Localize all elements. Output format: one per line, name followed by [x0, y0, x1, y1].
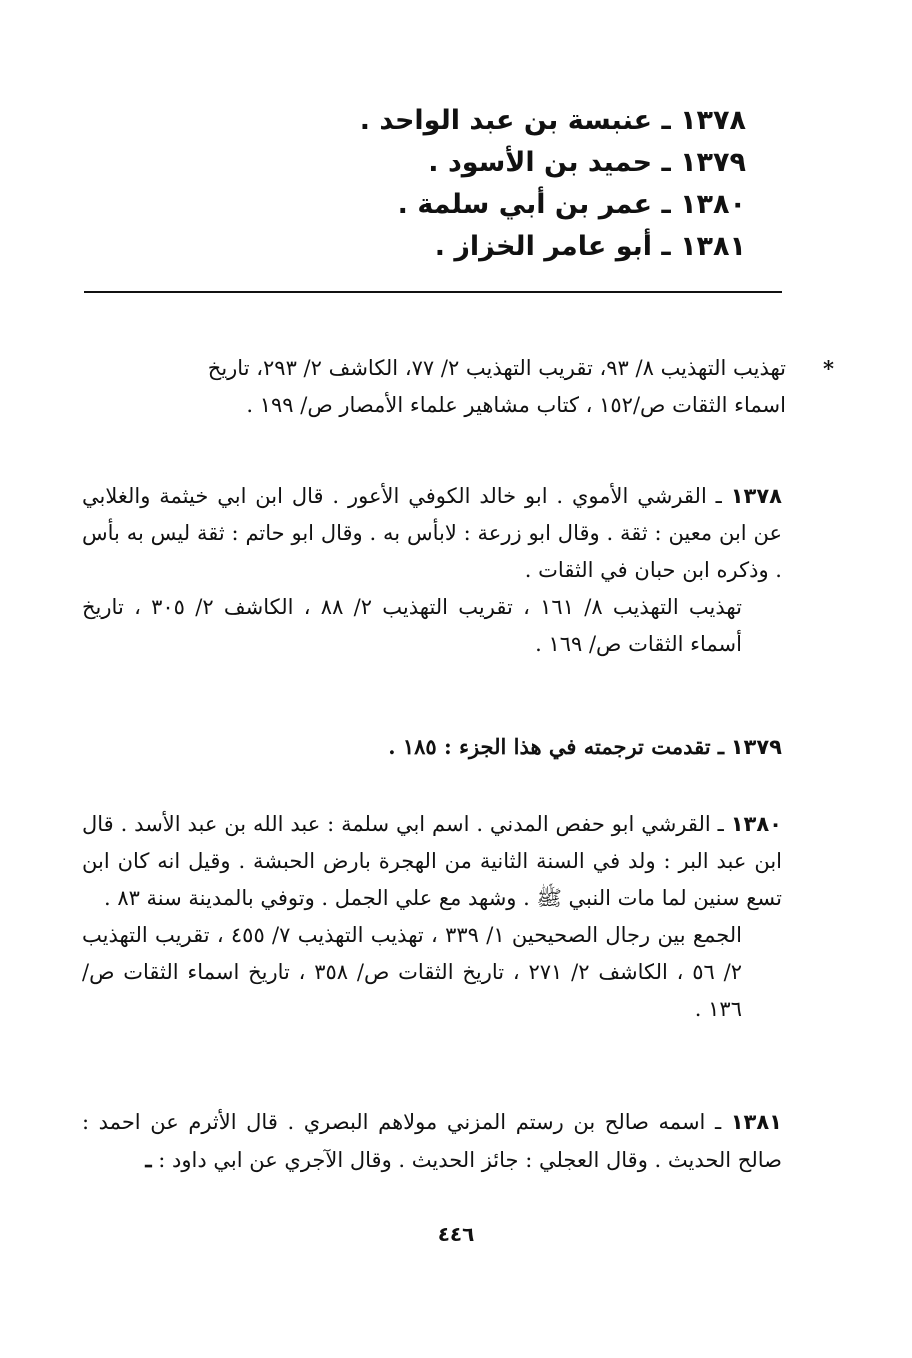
- note-1381-number: ١٣٨١: [730, 1110, 782, 1134]
- note-1380-body: ـ القرشي ابو حفص المدني . اسم ابي سلمة : عبد الله بن عبد الأسد . قال ابن عبد البر : ولد في السنة الثانية من الهجرة بارض الحبشة . وقيل انه كان ابن تسع سنين لما مات النبي ﷺ . وشهد مع علي الجمل . وتوفي بالمدينة سنة ٨٣ .: [82, 812, 782, 910]
- note-1378-sources: تهذيب التهذيب ٨/ ١٦١ ، تقريب التهذيب ٢/ ٨٨ ، الكاشف ٢/ ٣٠٥ ، تاريخ أسماء الثقات ص/ ١٦٩ .: [82, 595, 742, 656]
- note-1378: [82, 478, 782, 663]
- star-marker: *: [823, 356, 834, 381]
- note-1381-trail: ـ: [145, 1147, 152, 1172]
- note-1380-sources: الجمع بين رجال الصحيحين ١/ ٣٣٩ ، تهذيب التهذيب ٧/ ٤٥٥ ، تقريب التهذيب ٢/ ٥٦ ، الكاشف ٢/ ٢٧١ ، تاريخ الثقات ص/ ٣٥٨ ، تاريخ اسماء الثقات ص/ ١٣٦ .: [82, 923, 743, 1021]
- entry-headings: [186, 100, 746, 268]
- note-1381-body: ـ اسمه صالح بن رستم المزني مولاهم البصري . قال الأثرم عن احمد : صالح الحديث . وقال العجلي : جائز الحديث . وقال الآجري عن ابي داود :: [82, 1110, 782, 1172]
- heading-1380: ١٣٨٠ ـ عمر بن أبي سلمة .: [397, 189, 746, 220]
- footnote-star: [86, 350, 834, 424]
- note-1378-number: ١٣٧٨: [730, 484, 782, 508]
- heading-1381: ١٣٨١ ـ أبو عامر الخزاز .: [434, 231, 746, 262]
- footnote-star-text-1: تهذيب التهذيب ٨/ ٩٣، تقريب التهذيب ٢/ ٧٧، الكاشف ٢/ ٢٩٣، تاريخ: [207, 356, 786, 380]
- note-1379-text: [82, 728, 782, 766]
- note-1380-number: ١٣٨٠: [730, 812, 782, 836]
- note-1378-text: [82, 478, 782, 589]
- note-1379: [82, 728, 782, 766]
- heading-1379: ١٣٧٩ ـ حميد بن الأسود .: [428, 147, 746, 178]
- note-1379-number: ١٣٧٩: [730, 735, 782, 759]
- footnote-star-line-2: اسماء الثقات ص/١٥٢ ، كتاب مشاهير علماء الأمصار ص/ ١٩٩ .: [246, 393, 786, 417]
- page-number: ٤٤٦: [437, 1222, 475, 1246]
- note-1381: [82, 1104, 782, 1179]
- divider-rule: [84, 291, 782, 293]
- note-1378-body: ـ القرشي الأموي . ابو خالد الكوفي الأعور . قال ابن ابي خيثمة والغلابي عن ابن معين : ثقة . وقال ابو زرعة : لابأس به . وقال ابو حاتم : ثقة ليس به بأس . وذكره ابن حبان في الثقات .: [82, 484, 782, 582]
- note-1380-text: [82, 806, 782, 917]
- note-1379-body: ـ تقدمت ترجمته في هذا الجزء : ١٨٥ .: [388, 734, 725, 759]
- heading-1378: ١٣٧٨ ـ عنبسة بن عبد الواحد .: [359, 105, 746, 136]
- note-1381-text: [82, 1104, 782, 1179]
- note-1380: [82, 806, 782, 1028]
- footnote-star-line-1: [86, 350, 834, 387]
